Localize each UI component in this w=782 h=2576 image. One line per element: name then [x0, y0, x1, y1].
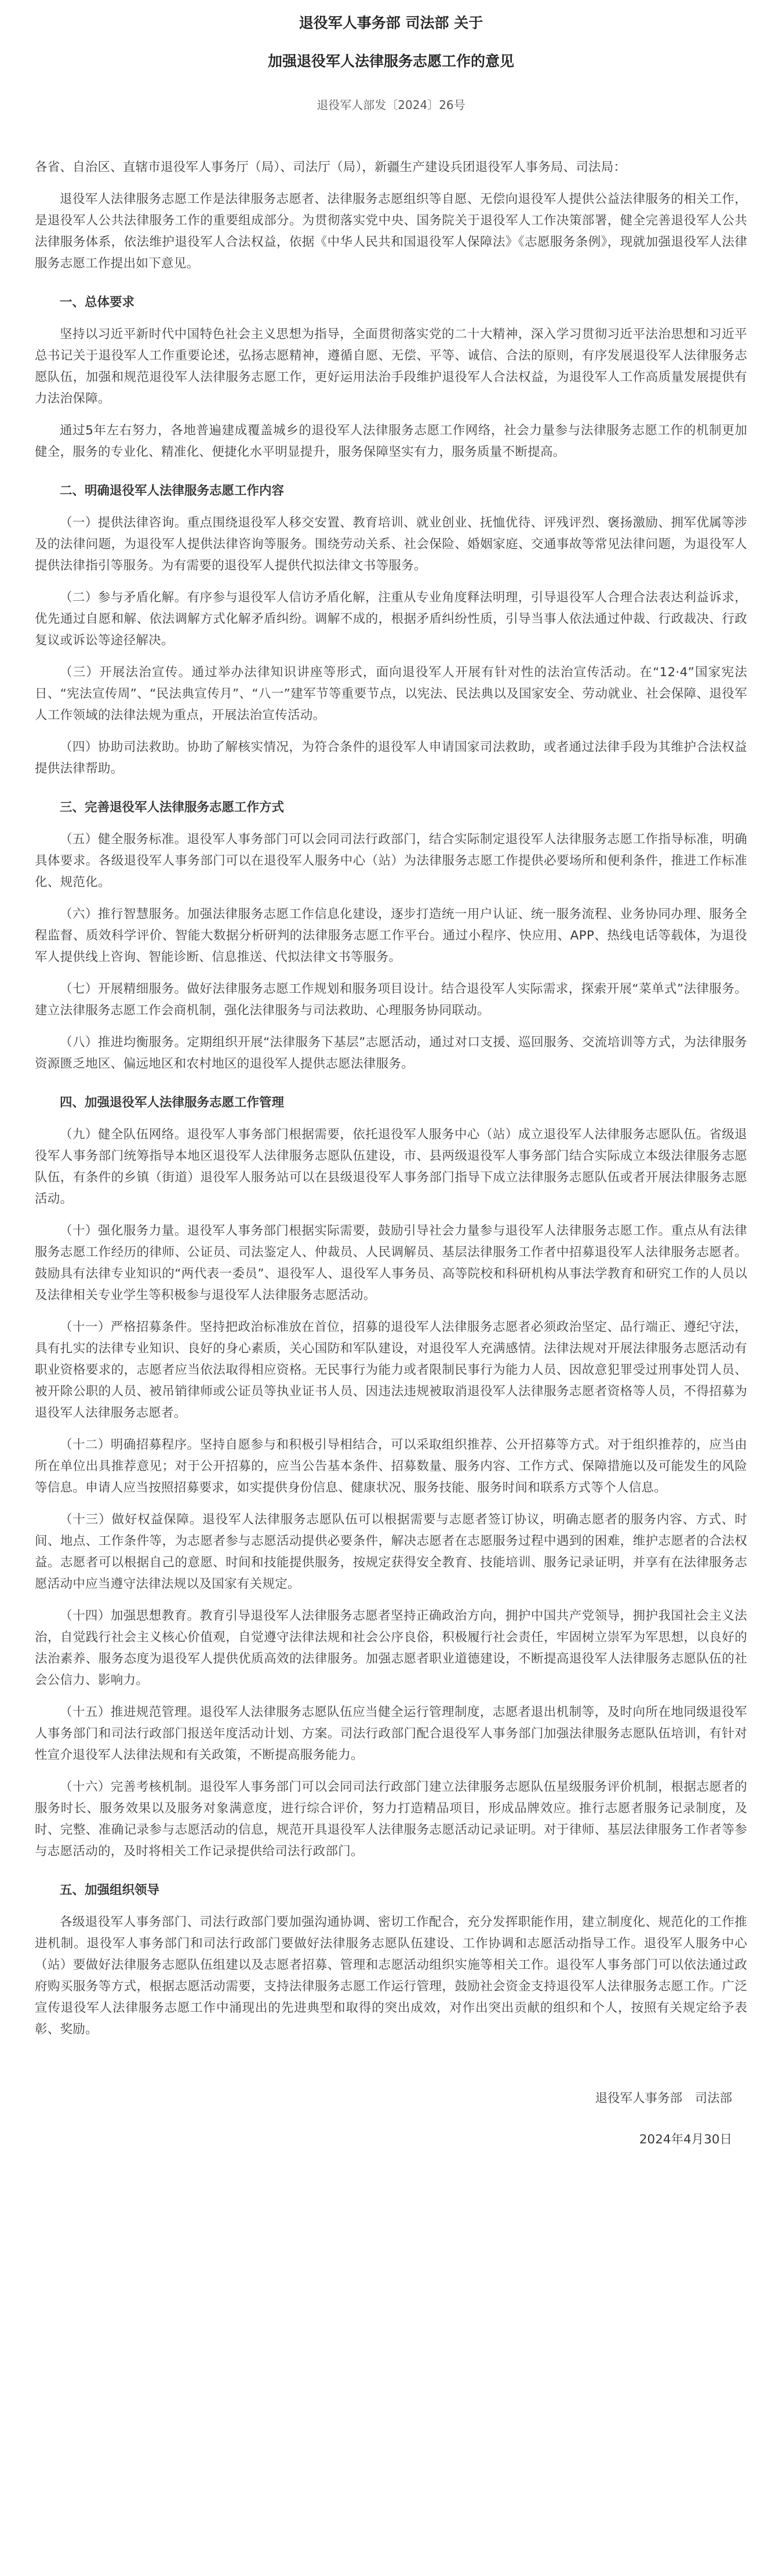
section2-paragraph-3: （三）开展法治宣传。通过举办法律知识讲座等形式，面向退役军人开展有针对性的法治宣传活动。在“12·4”国家宪法日、“宪法宣传周”、“民法典宣传月”、“八一”建军节等重要节点，以宪法、民法典以及国家安全、劳动就业、社会保障、退役军人工作领域的法律法规为重点，开展法治宣传活动。 — [35, 665, 747, 723]
section3-paragraph-2: （六）推行智慧服务。加强法律服务志愿工作信息化建设，逐步打造统一用户认证、统一服务流程、业务协同办理、服务全程监督、质效科学评价、智能大数据分析研判的法律服务志愿工作平台。通过小程序、快应用、APP、热线电话等载体，为退役军人提供线上咨询、智能诊断、信息推送、代拟法律文书等服务。 — [35, 907, 747, 964]
document-title-line2: 加强退役军人法律服务志愿工作的意见 — [267, 53, 514, 70]
section2-paragraph-1: （一）提供法律咨询。重点围绕退役军人移交安置、教育培训、就业创业、抚恤优待、评残评烈、褒扬激励、拥军优属等涉及的法律问题，为退役军人提供法律咨询等服务。围绕劳动关系、社会保险、婚姻家庭、交通事故等常见法律问题，为退役军人提供法律指引等服务。为有需要的退役军人提供代拟法律文书等服务。 — [35, 516, 747, 573]
document-number: 退役军人部发〔2024〕26号 — [317, 98, 465, 112]
section3-paragraph-4: （八）推进均衡服务。定期组织开展“法律服务下基层”志愿活动，通过对口支援、巡回服务、交流培训等方式，为法律服务资源匮乏地区、偏远地区和农村地区的退役军人提供志愿法律服务。 — [35, 1035, 747, 1071]
section5-paragraph-1: 各级退役军人事务部门、司法行政部门要加强沟通协调、密切工作配合，充分发挥职能作用，建立制度化、规范化的工作推进机制。退役军人事务部门和司法行政部门要做好法律服务志愿队伍建设、工作协调和志愿活动指导工作。退役军人服务中心（站）要做好法律服务志愿队伍组建以及志愿者招募、管理和志愿活动组织实施等相关工作。退役军人事务部门可以依法通过政府购买服务等方式，根据志愿活动需要，支持法律服务志愿工作运行管理，鼓励社会资金支持退役军人法律服务志愿工作。广泛宣传退役军人法律服务志愿工作中涌现出的先进典型和取得的突出成效，对作出突出贡献的组织和个人，按照有关规定给予表彰、奖励。 — [35, 1915, 747, 2037]
section4-paragraph-5: （十三）做好权益保障。退役军人法律服务志愿队伍可以根据需要与志愿者签订协议，明确志愿者的服务内容、方式、时间、地点、工作条件等，为志愿者参与志愿活动提供必要条件，解决志愿者在志愿服务过程中遇到的困难，维护志愿者的合法权益。志愿者可以根据自己的意愿、时间和技能提供服务，按规定获得安全教育、技能培训、服务记录证明，并享有在法律服务志愿活动中应当遵守法律法规以及国家有关规定。 — [35, 1512, 747, 1591]
section4-paragraph-4: （十二）明确招募程序。坚持自愿参与和积极引导相结合，可以采取组织推荐、公开招募等方式。对于组织推荐的，应当由所在单位出具推荐意见；对于公开招募的，应当公告基本条件、招募数量、服务内容、工作方式、保障措施以及可能发生的风险等信息。申请人应当按照招募要求，如实提供身份信息、健康状况、服务技能、服务时间和联系方式等个人信息。 — [35, 1438, 747, 1495]
signature: 退役军人事务部 司法部 — [595, 2091, 732, 2106]
document-body — [35, 12, 747, 2150]
section3-paragraph-1: （五）健全服务标准。退役军人事务部门可以会同司法行政部门，结合实际制定退役军人法律服务志愿工作指导标准，明确具体要求。各级退役军人事务部门可以在退役军人服务中心（站）为法律服务志愿工作提供必要场所和便利条件，推进工作标准化、规范化。 — [35, 832, 747, 890]
section4-paragraph-2: （十）强化服务力量。退役军人事务部门根据实际需要，鼓励引导社会力量参与退役军人法律服务志愿工作。重点从有法律服务志愿工作经历的律师、公证员、司法鉴定人、仲裁员、人民调解员、基层法律服务工作者中招募退役军人法律服务志愿者。鼓励具有法律专业知识的“两代表一委员”、退役军人、退役军人事务员、高等院校和科研机构从事法学教育和研究工作的人员以及法律相关专业学生等积极参与退役军人法律服务志愿活动。 — [35, 1224, 747, 1302]
salutation: 各省、自治区、直辖市退役军人事务厅（局）、司法厅（局），新疆生产建设兵团退役军人事务局、司法局： — [35, 160, 627, 175]
section-heading-2: 二、明确退役军人法律服务志愿工作内容 — [60, 484, 285, 498]
section1-paragraph-2: 通过5年左右努力，各地普遍建成覆盖城乡的退役军人法律服务志愿工作网络，社会力量参与法律服务志愿工作的机制更加健全，服务的专业化、精准化、便捷化水平明显提升，服务保障坚实有力，服务质量不断提高。 — [35, 423, 747, 459]
document-title-line1: 退役军人事务部 司法部 关于 — [299, 14, 483, 31]
section-heading-5: 五、加强组织领导 — [60, 1883, 160, 1897]
section3-paragraph-3: （七）开展精细服务。做好法律服务志愿工作规划和服务项目设计。结合退役军人实际需求，探索开展“菜单式”法律服务。建立法律服务志愿工作会商机制，强化法律服务与司法救助、心理服务协同联动。 — [35, 982, 747, 1018]
section-heading-1: 一、总体要求 — [60, 295, 135, 310]
section2-paragraph-4: （四）协助司法救助。协助了解核实情况，为符合条件的退役军人申请国家司法救助，或者通过法律手段为其维护合法权益提供法律帮助。 — [35, 740, 747, 776]
section4-paragraph-6: （十四）加强思想教育。教育引导退役军人法律服务志愿者坚持正确政治方向，拥护中国共产党领导，拥护我国社会主义法治，自觉践行社会主义核心价值观，自觉遵守法律法规和社会公序良俗，积极履行社会责任，牢固树立崇军为军思想，以良好的法治素养、服务态度为退役军人提供优质高效的法律服务。加强志愿者职业道德建设，不断提高退役军人法律服务志愿队伍的社会公信力、影响力。 — [35, 1609, 747, 1688]
section4-paragraph-1: （九）健全队伍网络。退役军人事务部门根据需要，依托退役军人服务中心（站）成立退役军人法律服务志愿队伍。省级退役军人事务部门统筹指导本地区退役军人法律服务志愿队伍建设，市、县两级退役军人事务部门结合实际成立本级法律服务志愿队伍，有条件的乡镇（街道）退役军人服务站可以在县级退役军人事务部门指导下成立法律服务志愿队伍或者开展法律服务志愿活动。 — [35, 1127, 747, 1206]
section2-paragraph-2: （二）参与矛盾化解。有序参与退役军人信访矛盾化解，注重从专业角度释法明理，引导退役军人合理合法表达利益诉求，优先通过自愿和解、依法调解方式化解矛盾纠纷。调解不成的，根据矛盾纠纷性质，引导当事人依法通过仲裁、行政裁决、行政复议或诉讼等途径解决。 — [35, 590, 747, 648]
section1-paragraph-1: 坚持以习近平新时代中国特色社会主义思想为指导，全面贯彻落实党的二十大精神，深入学习贯彻习近平法治思想和习近平总书记关于退役军人工作重要论述，弘扬志愿精神，遵循自愿、无偿、平等、诚信、合法的原则，有序发展退役军人法律服务志愿队伍，加强和规范退役军人法律服务志愿工作，更好运用法治手段维护退役军人合法权益，为退役军人工作高质量发展提供有力法治保障。 — [35, 327, 747, 406]
intro-paragraph: 退役军人法律服务志愿工作是法律服务志愿者、法律服务志愿组织等自愿、无偿向退役军人提供公益法律服务的相关工作，是退役军人公共法律服务工作的重要组成部分。为贯彻落实党中央、国务院关于退役军人工作决策部署，健全完善退役军人公共法律服务体系，依法维护退役军人合法权益，依据《中华人民共和国退役军人保障法》《志愿服务条例》，现就加强退役军人法律服务志愿工作提出如下意见。 — [35, 192, 747, 271]
section4-paragraph-8: （十六）完善考核机制。退役军人事务部门可以会同司法行政部门建立法律服务志愿队伍星级服务评价机制，根据志愿者的服务时长、服务效果以及服务对象满意度，进行综合评价，努力打造精品项目，形成品牌效应。推行志愿者服务记录制度，及时、完整、准确记录参与志愿活动的信息，规范开具退役军人法律服务志愿活动记录证明。对于律师、基层法律服务工作者等参与志愿活动的，及时将相关工作记录提供给司法行政部门。 — [35, 1780, 747, 1859]
section-heading-3: 三、完善退役军人法律服务志愿工作方式 — [60, 800, 285, 815]
issue-date: 2024年4月30日 — [639, 2132, 732, 2147]
section-heading-4: 四、加强退役军人法律服务志愿工作管理 — [60, 1095, 285, 1110]
section4-paragraph-3: （十一）严格招募条件。坚持把政治标准放在首位，招募的退役军人法律服务志愿者必须政治坚定、品行端正、遵纪守法，具有扎实的法律专业知识、良好的身心素质，关心国防和军队建设，对退役军人充满感情。法律法规对开展法律服务志愿活动有职业资格要求的，志愿者应当依法取得相应资格。无民事行为能力或者限制民事行为能力人员、因故意犯罪受过刑事处罚人员、被开除公职的人员、被吊销律师或公证员等执业证书人员、因违法违规被取消退役军人法律服务志愿者资格等人员，不得招募为退役军人法律服务志愿者。 — [35, 1320, 747, 1420]
section4-paragraph-7: （十五）推进规范管理。退役军人法律服务志愿队伍应当健全运行管理制度，志愿者退出机制等，及时向所在地同级退役军人事务部门和司法行政部门报送年度活动计划、方案。司法行政部门配合退役军人事务部门加强法律服务志愿队伍培训，有针对性宣介退役军人法律法规和有关政策，不断提高服务能力。 — [35, 1705, 747, 1762]
